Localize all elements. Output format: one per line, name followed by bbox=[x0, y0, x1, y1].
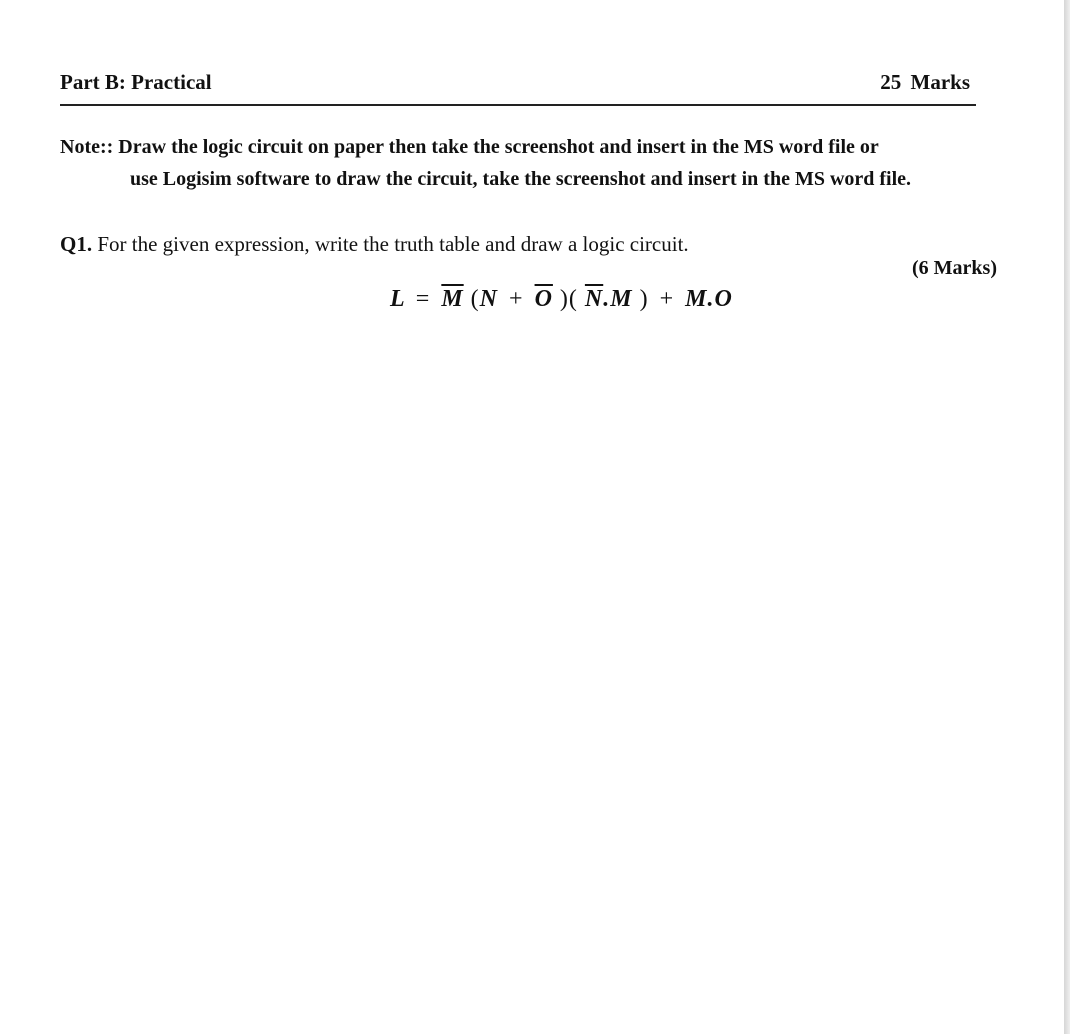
expr-n-bar: $\overline{N}$ bbox=[584, 286, 604, 312]
expr-plus-2: + bbox=[659, 286, 675, 312]
expr-close-open-paren: )( bbox=[559, 286, 578, 312]
question-marks: (6 Marks) bbox=[912, 257, 997, 279]
expr-o: O bbox=[714, 286, 733, 312]
note-line-1: Note:: Draw the logic circuit on paper then take the screenshot and insert in the MS word file or bbox=[60, 136, 879, 158]
question-number: Q1. bbox=[60, 232, 93, 256]
boolean-expression bbox=[390, 286, 733, 313]
expr-output: L bbox=[390, 286, 405, 312]
expr-m-2: M bbox=[685, 286, 708, 312]
expr-m-bar: $\overline{M}$ bbox=[441, 286, 464, 312]
question-1 bbox=[60, 232, 689, 257]
expr-dot-1: . bbox=[603, 286, 611, 312]
question-text: For the given expression, write the truth table and draw a logic circuit. bbox=[92, 232, 689, 256]
expr-m: M bbox=[610, 286, 633, 312]
section-marks: 25 Marks bbox=[880, 70, 970, 94]
section-title: Part B: Practical bbox=[60, 70, 212, 94]
note-line-2: use Logisim software to draw the circuit, take the screenshot and insert in the MS word file. bbox=[130, 168, 912, 190]
page-edge-shadow bbox=[1064, 0, 1070, 1034]
expr-plus-1: + bbox=[509, 286, 524, 312]
expr-open-paren: ( bbox=[470, 286, 480, 312]
note-paragraph bbox=[60, 131, 990, 195]
expr-equals: = bbox=[415, 286, 431, 312]
expr-dot-2: . bbox=[707, 286, 715, 312]
section-header bbox=[60, 68, 976, 106]
expr-close-paren: ) bbox=[639, 286, 649, 312]
expr-n: N bbox=[479, 286, 499, 312]
expr-o-bar: $\overline{O}$ bbox=[534, 286, 553, 312]
